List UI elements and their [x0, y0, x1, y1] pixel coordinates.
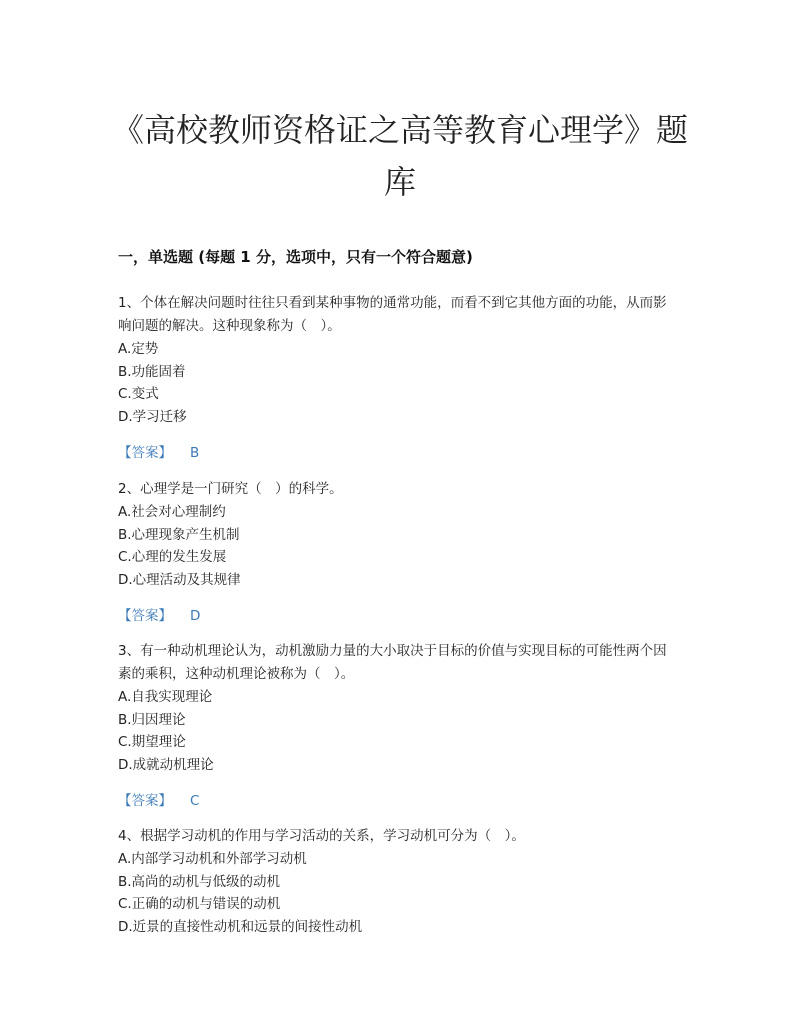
option-d: D.学习迁移 — [118, 408, 187, 425]
document-title: 《高校教师资格证之高等教育心理学》题库 — [111, 111, 688, 201]
question-stem: 4、根据学习动机的作用与学习活动的关系，学习动机可分为（ ）。 — [118, 828, 525, 844]
answer-line — [118, 605, 678, 627]
answer-value: C — [190, 793, 200, 809]
answer-line — [118, 442, 678, 464]
answer-value: B — [190, 445, 200, 461]
option-c: C.变式 — [118, 386, 159, 402]
option-a: A.自我实现理论 — [118, 689, 213, 705]
question-stem: 3、有一种动机理论认为，动机激励力量的大小取决于目标的价值与实现目标的可能性两个因素的乘积，这种动机理论被称为（ ）。 — [118, 643, 667, 682]
question-4 — [118, 825, 678, 938]
option-c: C.正确的动机与错误的动机 — [118, 896, 281, 912]
answer-value: D — [190, 608, 201, 624]
option-a: A.社会对心理制约 — [118, 504, 226, 520]
option-c: C.心理的发生发展 — [118, 549, 227, 565]
answer-label: 【答案】 — [118, 793, 172, 809]
option-b: B.功能固着 — [118, 363, 186, 380]
option-b: B.高尚的动机与低级的动机 — [118, 873, 281, 890]
question-stem: 1、个体在解决问题时往往只看到某种事物的通常功能，而看不到它其他方面的功能，从而影响问题的解决。这种现象称为（ ）。 — [118, 295, 667, 334]
answer-label: 【答案】 — [118, 445, 172, 461]
option-d: D.心理活动及其规律 — [118, 571, 241, 588]
question-1 — [118, 292, 678, 464]
option-a: A.定势 — [118, 341, 159, 357]
question-stem: 2、心理学是一门研究（ ）的科学。 — [118, 481, 343, 497]
option-d: D.成就动机理论 — [118, 756, 214, 773]
answer-line — [118, 790, 678, 812]
option-d: D.近景的直接性动机和远景的间接性动机 — [118, 918, 363, 935]
option-a: A.内部学习动机和外部学习动机 — [118, 851, 307, 867]
section-heading: 一，单选题 (每题 1 分，选项中，只有一个符合题意) — [118, 248, 473, 266]
option-b: B.归因理论 — [118, 711, 186, 728]
option-c: C.期望理论 — [118, 734, 186, 750]
option-b: B.心理现象产生机制 — [118, 526, 240, 543]
question-2 — [118, 478, 678, 627]
question-3 — [118, 640, 678, 812]
answer-label: 【答案】 — [118, 608, 172, 624]
